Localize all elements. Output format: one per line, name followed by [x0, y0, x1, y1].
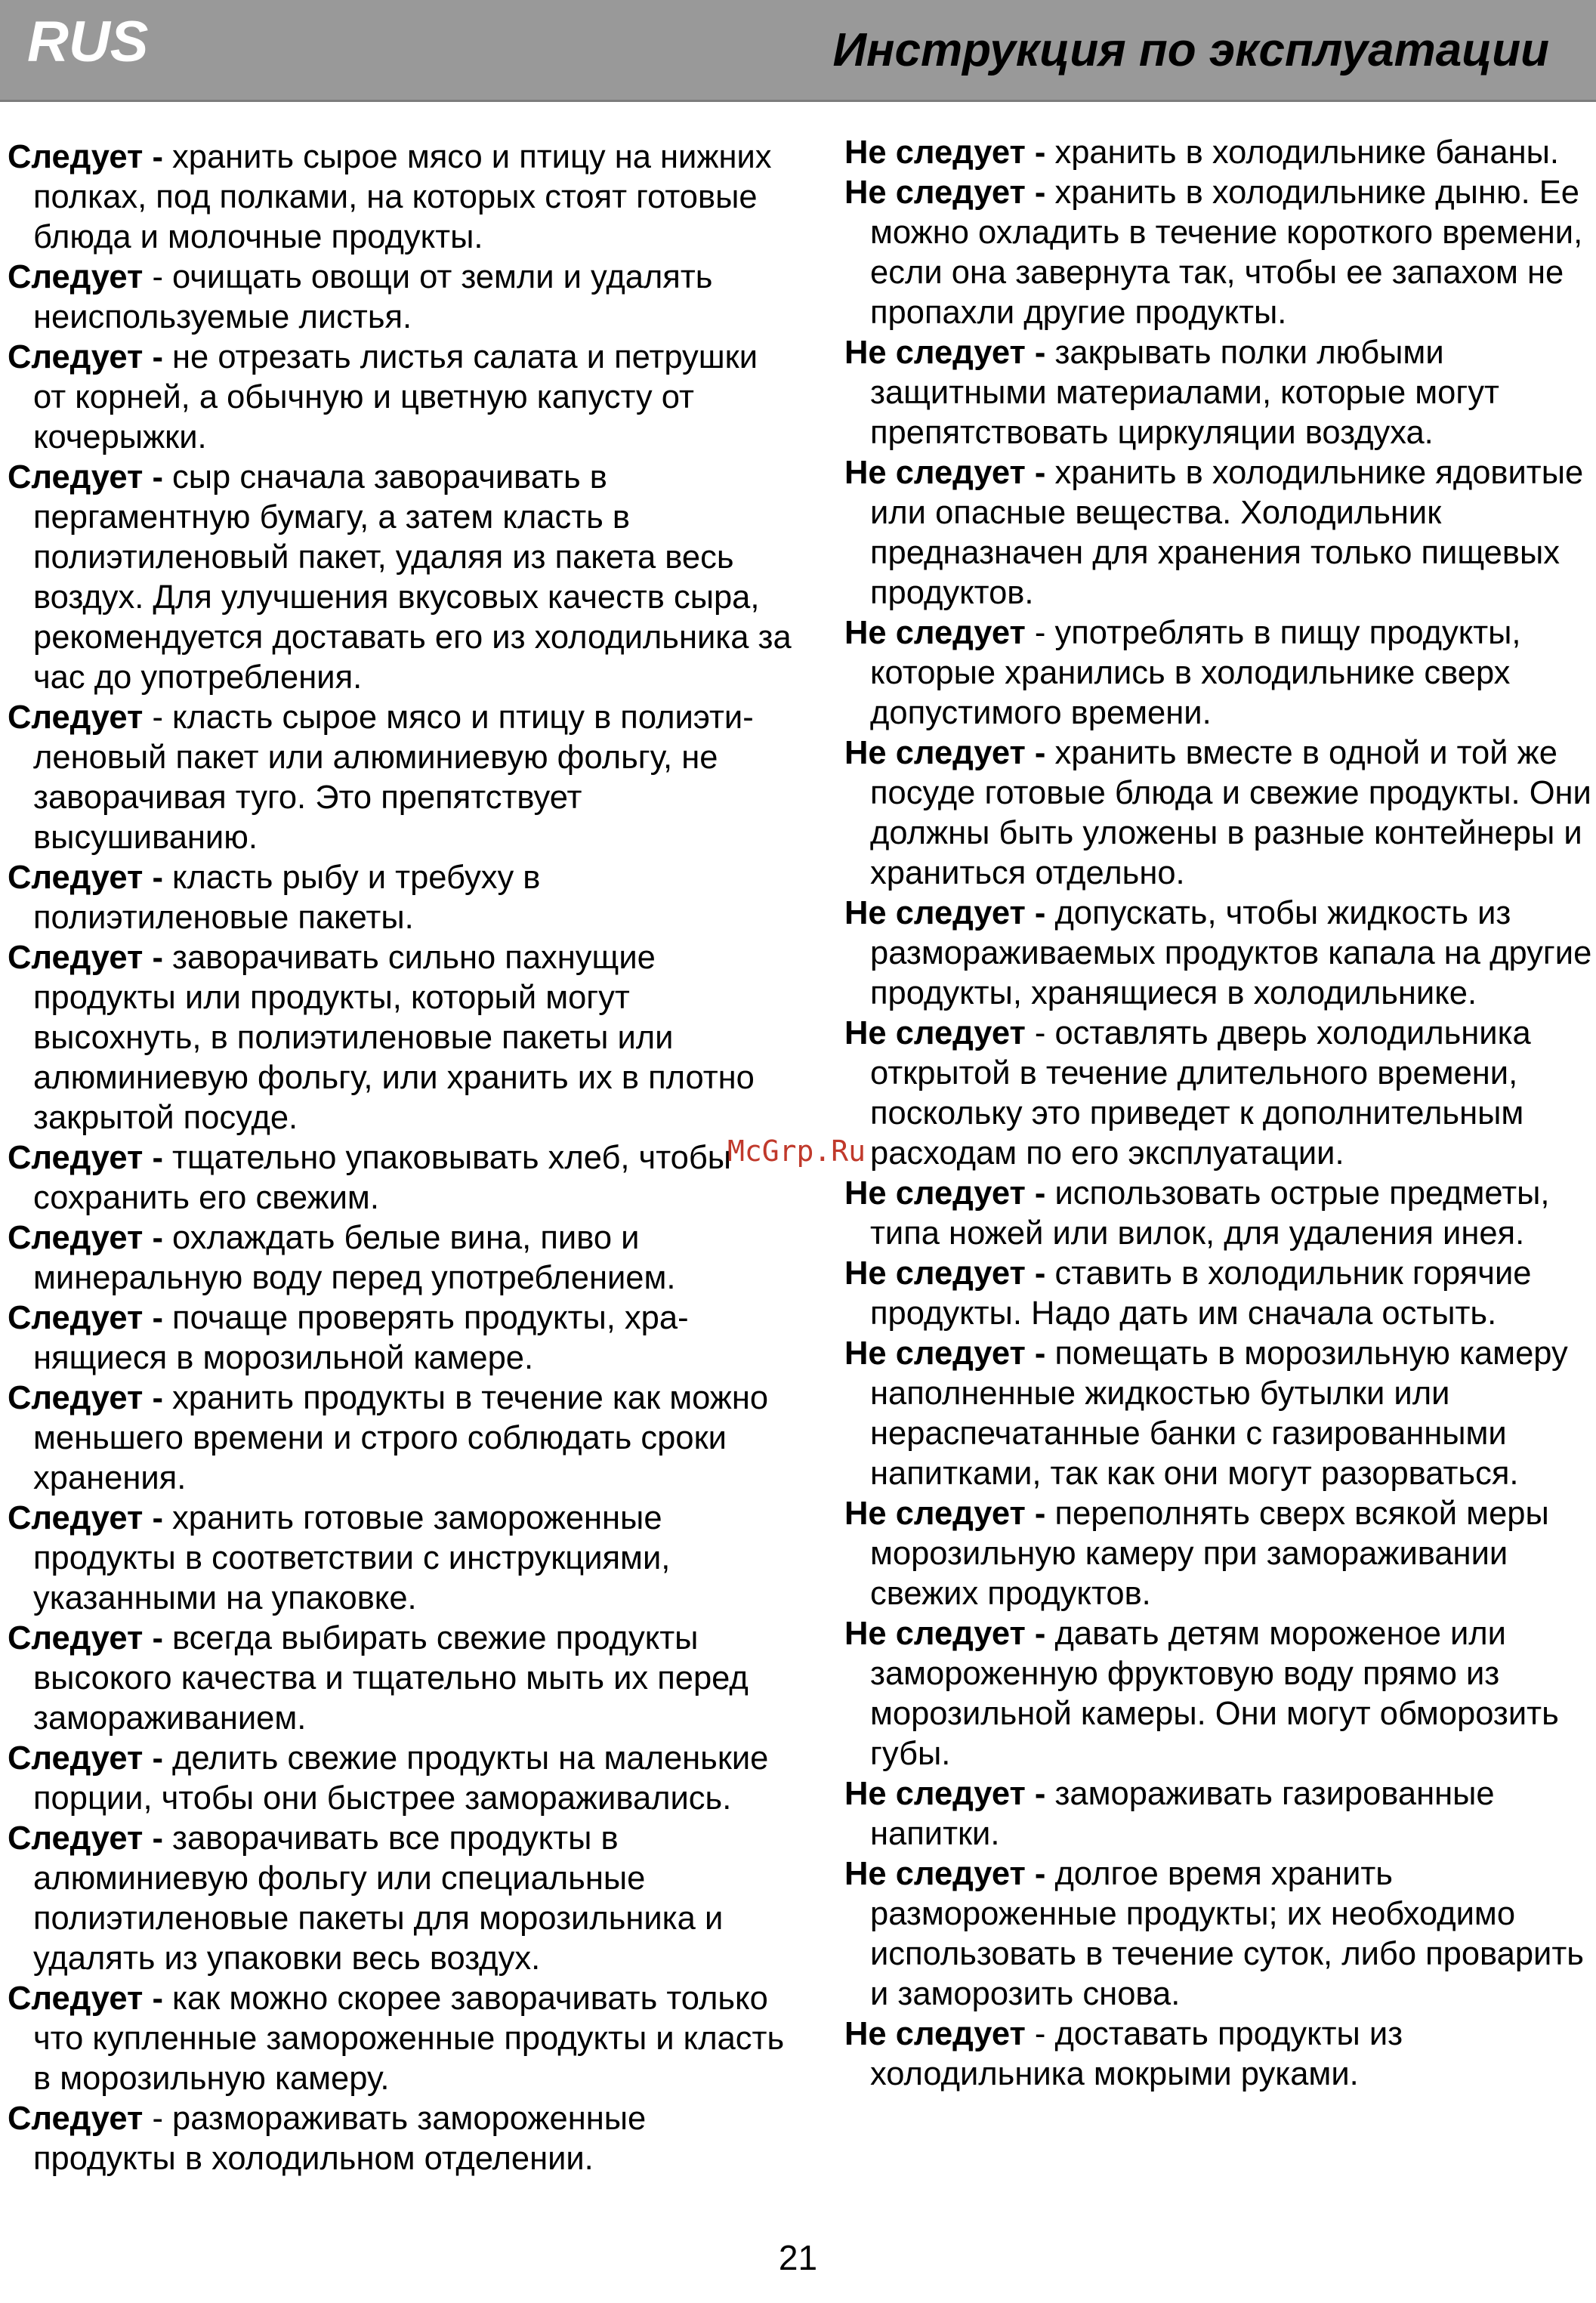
list-item [8, 338, 793, 458]
list-item [844, 1854, 1592, 2014]
item-keyword: Следует - [8, 1500, 163, 1536]
list-item [844, 333, 1592, 453]
item-text: переполнять сверх всякой меры морозильную камеру при замораживании свежих продуктов. [870, 1496, 1549, 1612]
item-text: ставить в холодильник горячие продукты. Надо дать им сначала остыть. [870, 1255, 1532, 1332]
item-keyword: Не следует - [844, 1776, 1046, 1812]
item-text: хранить в холодильнике ядовитые или опасные вещества. Холодильник предназначен для хранения только пищевых продуктов. [870, 455, 1584, 611]
item-text: как можно скорее заворачивать только что купленные замороженные продукты и класть в морозильную камеру. [33, 1980, 785, 2097]
list-item [8, 698, 793, 858]
item-text: всегда выбирать свежие продукты высокого качества и тщательно мыть их перед замораживанием. [33, 1620, 749, 1737]
item-text: хранить в холодильнике дыню. Ее можно охладить в течение короткого времени, если она завернута так, чтобы ее запахом не пропахли другие продукты. [870, 174, 1583, 331]
list-item [8, 938, 793, 1138]
item-text: почаще проверять продукты, хра-нящиеся в морозильной камере. [33, 1300, 689, 1376]
item-text: помещать в морозильную камеру наполненные жидкостью бутылки или нераспечатанные банки с газированными напитками, так как они могут разорваться. [870, 1335, 1568, 1492]
list-item [844, 1494, 1592, 1614]
item-keyword: Не следует - [844, 455, 1046, 491]
right-column-donts [844, 133, 1592, 2095]
item-keyword: Следует - [8, 1300, 163, 1336]
item-keyword: Следует - [8, 860, 163, 896]
item-keyword: Следует - [8, 459, 163, 495]
list-item [844, 1014, 1592, 1174]
list-item [844, 1614, 1592, 1774]
item-text: хранить продукты в течение как можно меньшего времени и строго соблюдать сроки хранения. [33, 1380, 769, 1496]
item-keyword: Следует - [8, 1820, 163, 1857]
item-keyword: Следует [8, 2101, 144, 2137]
list-item [844, 894, 1592, 1014]
list-item [8, 1138, 793, 1218]
list-item [8, 1298, 793, 1378]
item-text: тщательно упаковывать хлеб, чтобы сохранить его свежим. [33, 1140, 732, 1216]
item-text: заворачивать сильно пахнущие продукты или продукты, который могут высохнуть, в полиэтиленовые пакеты или алюминиевую фольгу, или хранить их в плотно закрытой посуде. [33, 940, 755, 1136]
item-text: допускать, чтобы жидкость из размораживаемых продуктов капала на другие продукты, хранящиеся в холодильнике. [870, 895, 1592, 1011]
item-text: делить свежие продукты на маленькие порции, чтобы они быстрее замораживались. [33, 1740, 769, 1817]
list-item [844, 1254, 1592, 1334]
item-text: - размораживать замороженные продукты в холодильном отделении. [33, 2101, 647, 2177]
item-keyword: Не следует - [844, 1496, 1046, 1532]
item-text: - доставать продукты из холодильника мокрыми руками. [870, 2016, 1403, 2092]
item-keyword: Не следует - [844, 735, 1046, 771]
page-header [0, 0, 1596, 102]
item-text: класть рыбу и требуху в полиэтиленовые пакеты. [33, 860, 541, 936]
list-item [8, 1819, 793, 1979]
item-keyword: Не следует - [844, 1255, 1046, 1292]
item-keyword: Следует - [8, 1740, 163, 1777]
list-item [844, 133, 1592, 173]
item-keyword: Не следует - [844, 895, 1046, 931]
watermark-text: McGrp.Ru [727, 1135, 866, 1168]
item-text: закрывать полки любыми защитными материалами, которые могут препятствовать циркуляции воздуха. [870, 335, 1499, 451]
item-text: использовать острые предметы, типа ножей или вилок, для удаления инея. [870, 1175, 1550, 1252]
item-keyword: Не следует [844, 2016, 1026, 2052]
item-keyword: Следует - [8, 1220, 163, 1256]
item-keyword: Следует - [8, 139, 163, 175]
list-item [844, 173, 1592, 333]
item-keyword: Следует [8, 259, 144, 295]
item-keyword: Не следует [844, 1015, 1026, 1051]
item-text: сыр сначала заворачивать в пергаментную бумагу, а затем класть в полиэтиленовый пакет, удаляя из пакета весь воздух. Для улучшения вкусовых качеств сыра, рекомендуется доставать его из холодильника за час до употребления. [33, 459, 792, 696]
item-keyword: Не следует - [844, 134, 1046, 171]
list-item [844, 453, 1592, 613]
item-keyword: Следует - [8, 940, 163, 976]
item-keyword: Не следует - [844, 1175, 1046, 1212]
item-text: замораживать газированные напитки. [870, 1776, 1495, 1852]
item-text: - класть сырое мясо и птицу в полиэти-леновый пакет или алюминиевую фольгу, не заворачивая туго. Это препятствует высушиванию. [33, 699, 754, 856]
list-item [8, 858, 793, 938]
item-keyword: Следует - [8, 1380, 163, 1416]
list-item [844, 613, 1592, 733]
item-keyword: Не следует - [844, 1856, 1046, 1892]
item-text: хранить готовые замороженные продукты в соответствии с инструкциями, указанными на упаковке. [33, 1500, 671, 1616]
left-column-dos [8, 137, 793, 2179]
list-item [8, 258, 793, 338]
list-item [8, 1739, 793, 1819]
list-item [844, 733, 1592, 894]
language-label: RUS [27, 10, 149, 74]
item-keyword: Следует [8, 699, 144, 736]
item-text: - употреблять в пищу продукты, которые хранились в холодильнике сверх допустимого времени. [870, 615, 1521, 731]
item-text: заворачивать все продукты в алюминиевую фольгу или специальные полиэтиленовые пакеты для морозильника и удалять из упаковки весь воздух. [33, 1820, 724, 1977]
list-item [8, 2099, 793, 2179]
item-text: - оставлять дверь холодильника открытой в течение длительного времени, поскольку это приведет к дополнительным расходам по его эксплуатации. [870, 1015, 1531, 1172]
list-item [844, 2014, 1592, 2095]
list-item [8, 1218, 793, 1298]
list-item [8, 1979, 793, 2099]
list-item [844, 1774, 1592, 1854]
list-item [8, 1619, 793, 1739]
item-keyword: Не следует - [844, 174, 1046, 211]
manual-title: Инструкция по эксплуатации [832, 24, 1549, 76]
list-item [8, 1499, 793, 1619]
list-item [8, 458, 793, 698]
item-keyword: Следует - [8, 339, 163, 375]
list-item [8, 1378, 793, 1499]
item-text: долгое время хранить размороженные продукты; их необходимо использовать в течение суток, либо проварить и заморозить снова. [870, 1856, 1584, 2012]
list-item [844, 1174, 1592, 1254]
item-text: хранить в холодильнике бананы. [1045, 134, 1559, 171]
item-text: охлаждать белые вина, пиво и минеральную воду перед употреблением. [33, 1220, 676, 1296]
page-number: 21 [778, 2238, 818, 2277]
item-keyword: Не следует - [844, 1616, 1046, 1652]
item-keyword: Следует - [8, 1620, 163, 1656]
item-text: - очищать овощи от земли и удалять неиспользуемые листья. [33, 259, 713, 335]
item-keyword: Не следует [844, 615, 1026, 651]
list-item [844, 1334, 1592, 1494]
item-keyword: Не следует - [844, 1335, 1046, 1372]
item-text: давать детям мороженое или замороженную фруктовую воду прямо из морозильной камеры. Они могут обморозить губы. [870, 1616, 1559, 1772]
item-keyword: Не следует - [844, 335, 1046, 371]
item-text: не отрезать листья салата и петрушки от корней, а обычную и цветную капусту от кочерыжки. [33, 339, 758, 455]
list-item [8, 137, 793, 258]
item-keyword: Следует - [8, 1980, 163, 2017]
item-text: хранить вместе в одной и той же посуде готовые блюда и свежие продукты. Они должны быть уложены в разные контейнеры и храниться отдельно. [870, 735, 1591, 891]
item-text: хранить сырое мясо и птицу на нижних полках, под полками, на которых стоят готовые блюда и молочные продукты. [33, 139, 772, 255]
item-keyword: Следует - [8, 1140, 163, 1176]
